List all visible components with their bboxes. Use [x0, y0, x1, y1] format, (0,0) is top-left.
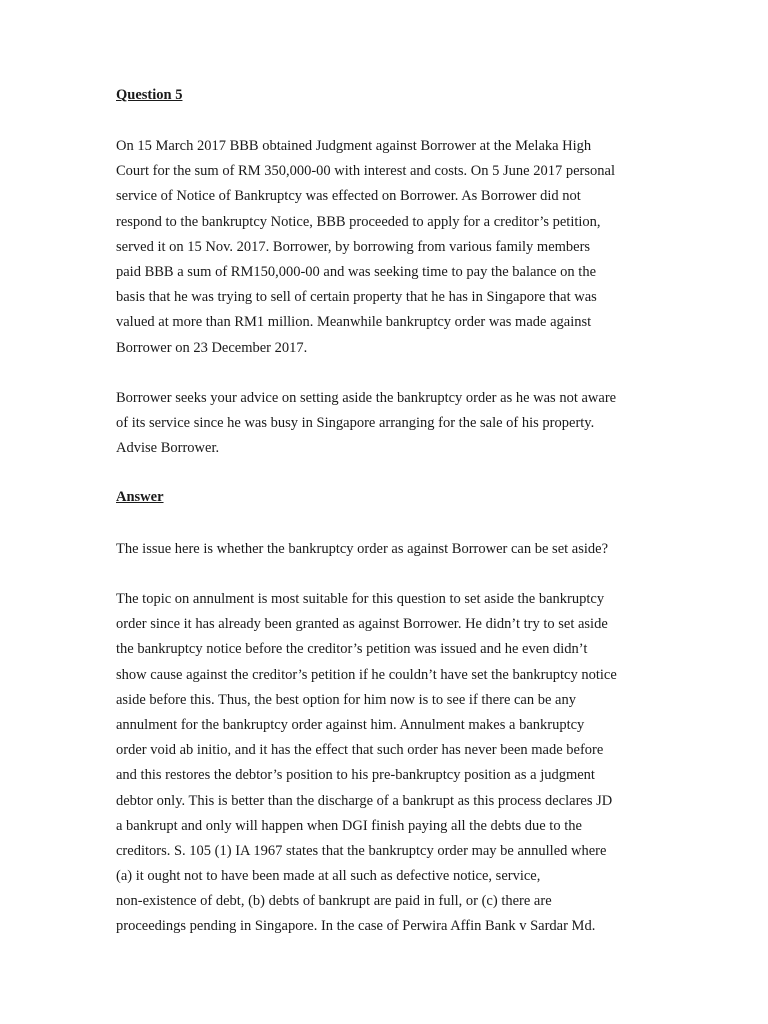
text-line: served it on 15 Nov. 2017. Borrower, by borrowing from various family members [116, 238, 591, 255]
text-line: aside before this. Thus, the best option for him now is to see if there can be any [116, 691, 576, 708]
text-line: basis that he was trying to sell of certain property that he has in Singapore that was [116, 289, 597, 306]
text-line: show cause against the creditor’s petition if he couldn’t have set the bankruptcy notice [116, 666, 617, 683]
text-line: paid BBB a sum of RM150,000-00 and was seeking time to pay the balance on the [116, 263, 597, 280]
answer-heading: Answer [116, 489, 164, 505]
answer-paragraph-2 [116, 587, 636, 940]
text-line: a bankrupt and only will happen when DGI finish paying all the debts due to the [116, 817, 582, 834]
text-line: Borrower on 23 December 2017. [116, 339, 308, 356]
text-line: On 15 March 2017 BBB obtained Judgment against Borrower at the Melaka High [116, 138, 592, 154]
text-line: Court for the sum of RM 350,000-00 with interest and costs. On 5 June 2017 personal [116, 163, 615, 180]
text-line: Borrower seeks your advice on setting aside the bankruptcy order as he was not aware [116, 390, 617, 406]
text-line: non-existence of debt, (b) debts of bankrupt are paid in full, or (c) there are [116, 893, 552, 910]
text-line: Advise Borrower. [116, 440, 220, 457]
text-line: (a) it ought not to have been made at all such as defective notice, service, [116, 868, 541, 885]
text-line: service of Notice of Bankruptcy was effected on Borrower. As Borrower did not [116, 188, 581, 205]
text-line: order since it has already been granted as against Borrower. He didn’t try to set aside [116, 616, 608, 633]
text-line: and this restores the debtor’s position to his pre-bankruptcy position as a judgment [116, 767, 595, 784]
text-line: the bankruptcy notice before the creditor’s petition was issued and he even didn’t [116, 641, 588, 658]
text-line: of its service since he was busy in Singapore arranging for the sale of his property. [116, 415, 595, 432]
question-paragraph-1 [116, 134, 636, 361]
text-line: valued at more than RM1 million. Meanwhile bankruptcy order was made against [116, 314, 592, 331]
text-line: creditors. S. 105 (1) IA 1967 states that the bankruptcy order may be annulled where [116, 842, 607, 859]
question-heading: Question 5 [116, 87, 183, 103]
text-line: annulment for the bankruptcy order against him. Annulment makes a bankruptcy [116, 716, 585, 733]
text-line: proceedings pending in Singapore. In the case of Perwira Affin Bank v Sardar Md. [116, 918, 596, 935]
answer-paragraph-1 [116, 537, 636, 562]
text-line: order void ab initio, and it has the effect that such order has never been made before [116, 742, 604, 759]
text-line: debtor only. This is better than the discharge of a bankrupt as this process declares JD [116, 792, 613, 809]
question-paragraph-2 [116, 386, 636, 462]
text-line: The topic on annulment is most suitable for this question to set aside the bankruptcy [116, 591, 605, 607]
text-line: respond to the bankruptcy Notice, BBB proceeded to apply for a creditor’s petition, [116, 213, 601, 230]
text-line: The issue here is whether the bankruptcy order as against Borrower can be set aside? [116, 541, 609, 557]
